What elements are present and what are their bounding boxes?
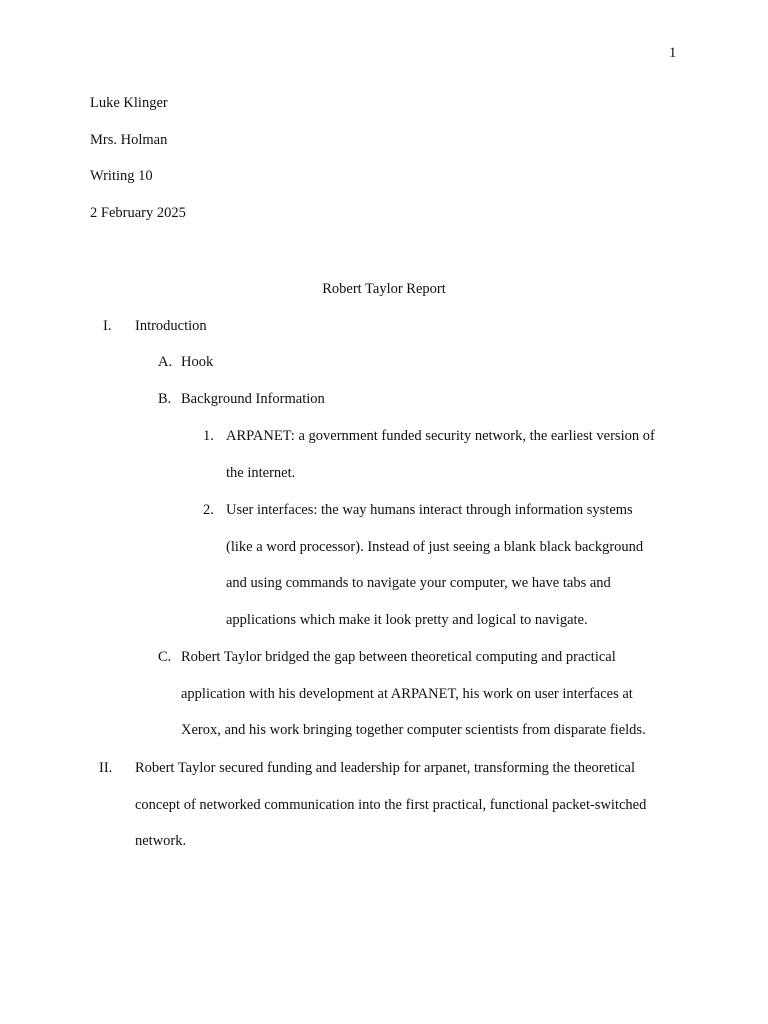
item-b1-line-1: ARPANET: a government funded security network, the earliest version of [226,428,655,444]
page-number: 1 [669,45,677,61]
item-a-marker: A. [158,354,173,370]
item-c-line-3: Xerox, and his work bringing together computer scientists from disparate fields. [181,722,646,738]
item-b-text: Background Information [181,391,325,407]
item-b1-marker: 1. [203,428,214,444]
section-1-heading: Introduction [135,318,207,334]
course-name: Writing 10 [90,168,153,184]
section-2-line-3: network. [135,833,187,849]
section-2-marker: II. [99,760,113,776]
report-title: Robert Taylor Report [322,281,446,297]
item-b2-line-2: (like a word processor). Instead of just seeing a blank black background [226,539,644,555]
section-2-line-2: concept of networked communication into the first practical, functional packet-switched [135,797,647,813]
item-b2-line-4: applications which make it look pretty and logical to navigate. [226,612,588,628]
date: 2 February 2025 [90,205,186,221]
item-b-marker: B. [158,391,172,407]
teacher-name: Mrs. Holman [90,132,168,148]
section-2-line-1: Robert Taylor secured funding and leadership for arpanet, transforming the theoretical [135,760,635,776]
item-b1-line-2: the internet. [226,465,296,481]
section-1-marker: I. [103,318,112,334]
item-c-line-1: Robert Taylor bridged the gap between theoretical computing and practical [181,649,616,665]
student-name: Luke Klinger [90,95,168,111]
item-b2-line-3: and using commands to navigate your computer, we have tabs and [226,575,611,591]
item-b2-line-1: User interfaces: the way humans interact through information systems [226,502,633,518]
item-c-line-2: application with his development at ARPANET, his work on user interfaces at [181,686,633,702]
item-b2-marker: 2. [203,502,214,518]
item-c-marker: C. [158,649,172,665]
item-a-text: Hook [181,354,214,370]
